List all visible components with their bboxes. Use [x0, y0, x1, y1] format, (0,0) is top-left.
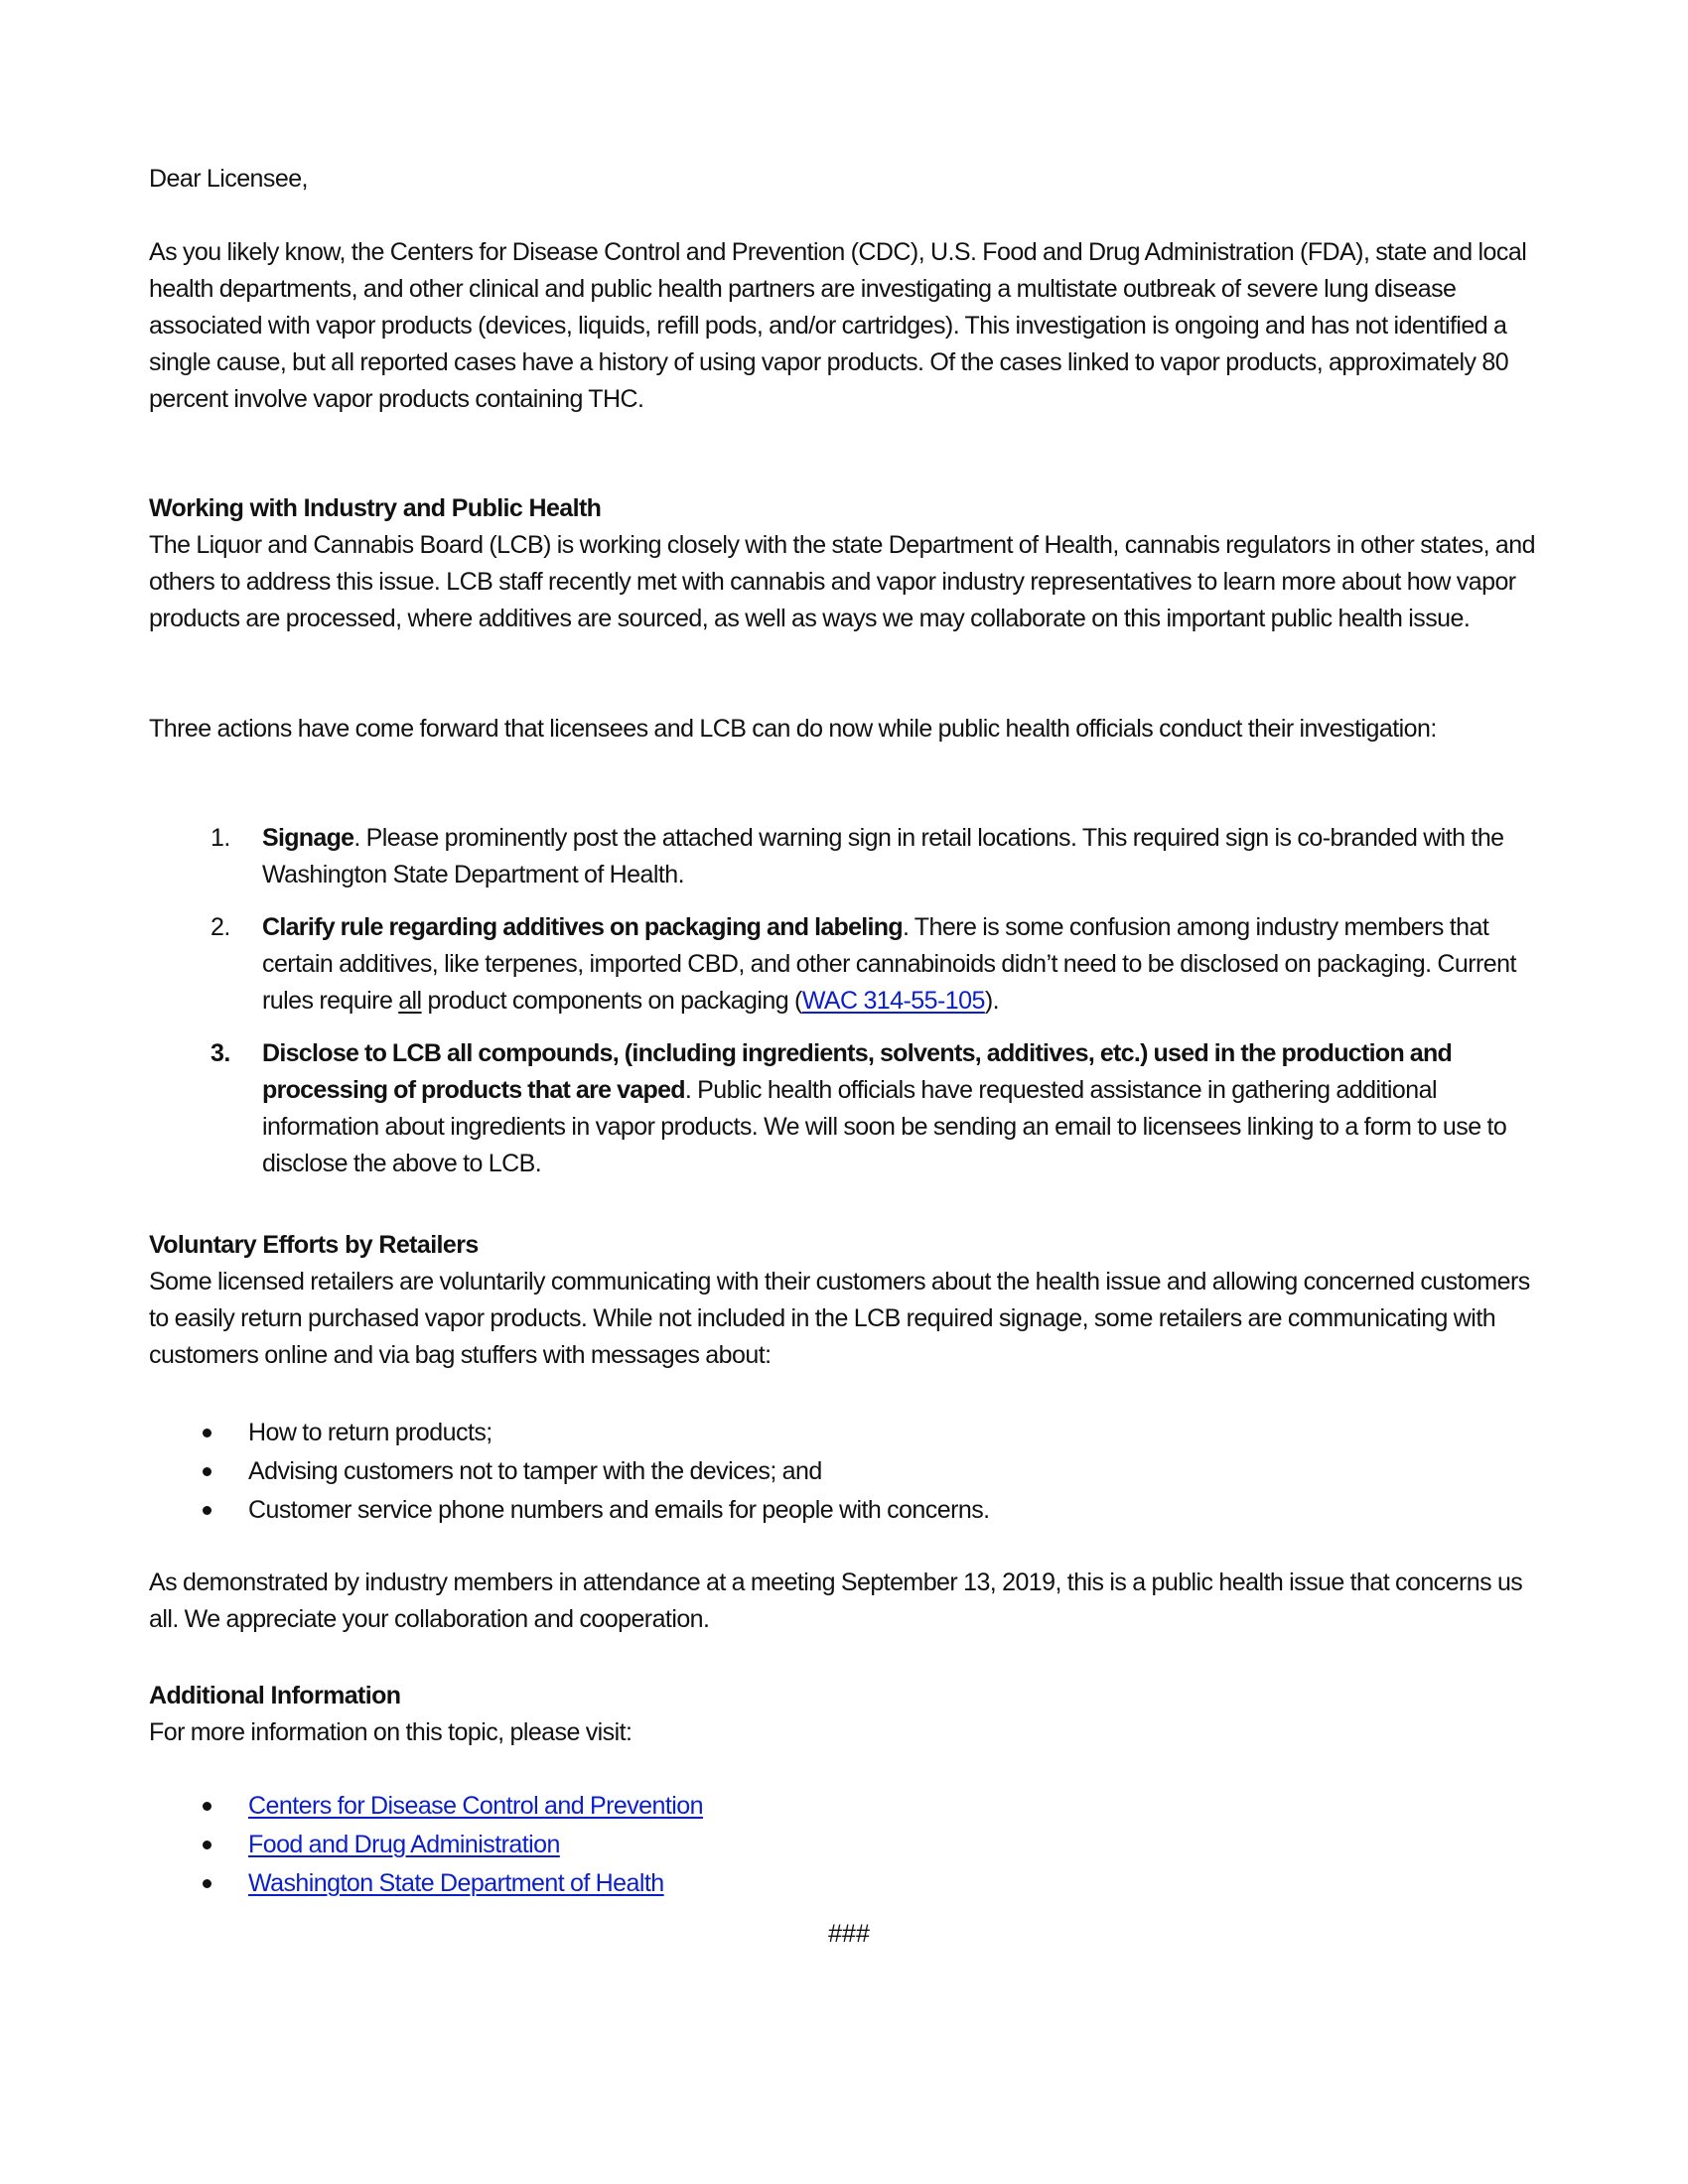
closing-paragraph: As demonstrated by industry members in attendance at a meeting September 13, 2019, this is a public health issue that concerns us all. We appreciate your collaboration and cooperation.: [149, 1569, 1523, 1633]
resource-links: [149, 1787, 1549, 1903]
section-voluntary: [149, 1227, 1549, 1374]
action-text: . There is some confusion among industry members that certain additives, like terpenes, imported CBD, and other cannabinoids didn’t need to be disclosed on packaging. Current rules require: [262, 913, 1516, 1015]
section-body-additional: For more information on this topic, please visit:: [149, 1718, 633, 1746]
bullet-icon: [203, 1802, 211, 1811]
bullet-icon: [203, 1467, 211, 1476]
action-title: Signage: [262, 824, 354, 852]
salutation: Dear Licensee,: [149, 165, 308, 193]
action-item-3: [149, 1035, 1549, 1182]
emphasis-all: all: [398, 987, 422, 1015]
action-item-2: [149, 909, 1549, 1020]
link-wa-doh[interactable]: Washington State Department of Health: [248, 1869, 664, 1897]
section-body-voluntary: Some licensed retailers are voluntarily communicating with their customers about the health issue and allowing concerned customers to easily return purchased vapor products. While not included in the LCB required signage, some retailers are communicating with customers online and via bag stuffers with messages about:: [149, 1268, 1530, 1369]
intro-paragraph: As you likely know, the Centers for Disease Control and Prevention (CDC), U.S. Food and Drug Administration (FDA), state and local health departments, and other clinical and public health partners are investigating a multistate outbreak of severe lung disease associated with vapor products (devices, liquids, refill pods, and/or cartridges). This investigation is ongoing and has not identified a single cause, but all reported cases have a history of using vapor products. Of the cases linked to vapor products, approximately 80 percent involve vapor products containing THC.: [149, 238, 1527, 413]
section-additional: [149, 1678, 1549, 1751]
bullet-item: Advising customers not to tamper with the devices; and: [149, 1452, 1549, 1491]
link-item: [149, 1864, 1549, 1903]
actions-list: [149, 820, 1549, 1182]
action-text: . Please prominently post the attached warning sign in retail locations. This required sign is co-branded with the Washington State Department of Health.: [262, 824, 1504, 888]
action-text: ).: [984, 987, 1000, 1015]
bullet-item: Customer service phone numbers and emails for people with concerns.: [149, 1491, 1549, 1530]
action-number: 1.: [211, 824, 230, 852]
section-body-working: The Liquor and Cannabis Board (LCB) is working closely with the state Department of Health, cannabis regulators in other states, and others to address this issue. LCB staff recently met with cannabis and vapor industry representatives to learn more about how vapor products are processed, where additives are sourced, as well as ways we may collaborate on this important public health issue.: [149, 531, 1535, 632]
action-item-1: [149, 820, 1549, 893]
action-text: . Public health officials have requested assistance in gathering additional information about ingredients in vapor products. We will soon be sending an email to licensees linking to a form to use to disclose the above to LCB.: [262, 1076, 1507, 1177]
section-working: [149, 490, 1549, 637]
end-mark: ###: [828, 1920, 870, 1948]
link-fda[interactable]: Food and Drug Administration: [248, 1831, 560, 1858]
action-text: product components on packaging (: [421, 987, 802, 1015]
section-heading-voluntary: Voluntary Efforts by Retailers: [149, 1231, 479, 1259]
link-cdc[interactable]: Centers for Disease Control and Prevention: [248, 1792, 703, 1820]
actions-intro: Three actions have come forward that licensees and LCB can do now while public health officials conduct their investigation:: [149, 715, 1437, 743]
bullet-item: How to return products;: [149, 1414, 1549, 1452]
bullet-icon: [203, 1429, 211, 1437]
wac-link[interactable]: WAC 314-55-105: [801, 987, 985, 1015]
action-number: 2.: [211, 913, 230, 941]
action-number: 3.: [211, 1039, 230, 1067]
action-title: Clarify rule regarding additives on packaging and labeling: [262, 913, 903, 941]
action-title: Disclose to LCB all compounds, (including ingredients, solvents, additives, etc.) used in the production and processing of products that are vaped: [262, 1039, 1453, 1104]
link-item: [149, 1787, 1549, 1826]
bullet-icon: [203, 1841, 211, 1849]
bullet-icon: [203, 1506, 211, 1515]
voluntary-bullets: [149, 1414, 1549, 1530]
bullet-icon: [203, 1879, 211, 1888]
link-item: [149, 1826, 1549, 1864]
section-heading-working: Working with Industry and Public Health: [149, 494, 602, 522]
section-heading-additional: Additional Information: [149, 1682, 401, 1709]
